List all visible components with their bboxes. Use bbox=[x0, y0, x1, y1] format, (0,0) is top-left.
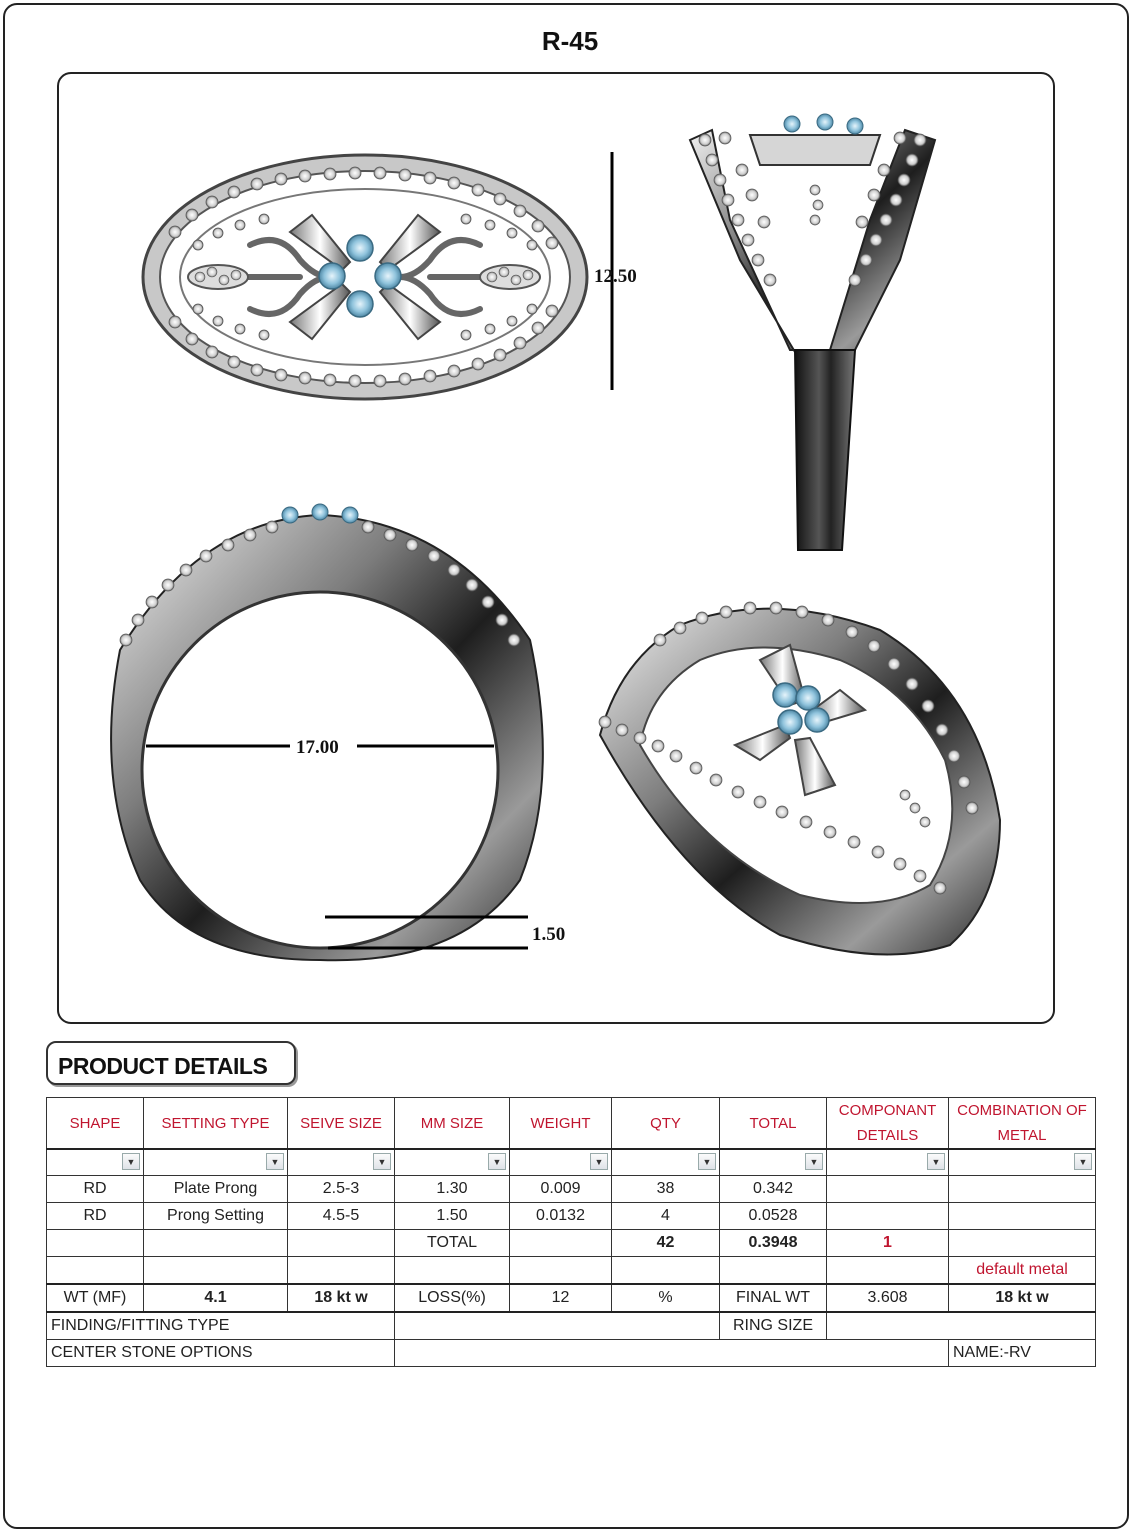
product-details-heading: PRODUCT DETAILS bbox=[46, 1041, 296, 1085]
height-dimension: 12.50 bbox=[594, 266, 637, 287]
column-header: SEIVE SIZE bbox=[288, 1098, 395, 1150]
chevron-down-icon[interactable]: ▼ bbox=[590, 1153, 608, 1170]
ring-top-view bbox=[143, 152, 637, 399]
component-count: 1 bbox=[827, 1230, 949, 1257]
chevron-down-icon[interactable]: ▼ bbox=[373, 1153, 391, 1170]
column-header: COMPONANT DETAILS bbox=[827, 1098, 949, 1150]
totals-row bbox=[47, 1230, 1096, 1257]
thickness-dimension: 1.50 bbox=[532, 924, 566, 945]
column-header: TOTAL bbox=[720, 1098, 827, 1150]
total-qty: 42 bbox=[612, 1230, 720, 1257]
chevron-down-icon[interactable]: ▼ bbox=[927, 1153, 945, 1170]
column-header: COMBINATION OF METAL bbox=[949, 1098, 1096, 1150]
weight-row: WT (MF) 4.1 18 kt w LOSS(%) 12 % FINAL WT 3.608 18 kt w bbox=[47, 1284, 1096, 1312]
column-header: SETTING TYPE bbox=[144, 1098, 288, 1150]
column-header: MM SIZE bbox=[395, 1098, 510, 1150]
filter-row bbox=[47, 1149, 1096, 1176]
designer-name: NAME:-RV bbox=[949, 1340, 1096, 1367]
ring-front-view bbox=[111, 504, 565, 960]
column-header: SHAPE bbox=[47, 1098, 144, 1150]
total-weight: 0.3948 bbox=[720, 1230, 827, 1257]
chevron-down-icon[interactable]: ▼ bbox=[1074, 1153, 1092, 1170]
metal-row bbox=[47, 1257, 1096, 1285]
page-title: R-45 bbox=[541, 26, 599, 56]
ring-perspective-view bbox=[599, 602, 1000, 954]
chevron-down-icon[interactable]: ▼ bbox=[122, 1153, 140, 1170]
chevron-down-icon[interactable]: ▼ bbox=[266, 1153, 284, 1170]
chevron-down-icon[interactable]: ▼ bbox=[488, 1153, 506, 1170]
column-header: QTY bbox=[612, 1098, 720, 1150]
default-metal: default metal bbox=[949, 1257, 1096, 1285]
filter-icon[interactable]: ▼ bbox=[698, 1153, 716, 1170]
filter-icon[interactable]: ▼ bbox=[805, 1153, 823, 1170]
diameter-dimension: 17.00 bbox=[296, 737, 339, 758]
table-row: RD Plate Prong 2.5-3 1.30 0.009 38 0.342 bbox=[47, 1176, 1096, 1203]
table-row: RD Prong Setting 4.5-5 1.50 0.0132 4 0.0528 bbox=[47, 1203, 1096, 1230]
finding-row: FINDING/FITTING TYPE RING SIZE bbox=[47, 1312, 1096, 1340]
product-details-table bbox=[46, 1097, 1096, 1367]
center-stone-row: CENTER STONE OPTIONS NAME:-RV bbox=[47, 1340, 1096, 1367]
totals-label: TOTAL bbox=[395, 1230, 510, 1257]
ring-side-view bbox=[690, 114, 935, 550]
table-header-row bbox=[47, 1098, 1096, 1150]
column-header: WEIGHT bbox=[510, 1098, 612, 1150]
